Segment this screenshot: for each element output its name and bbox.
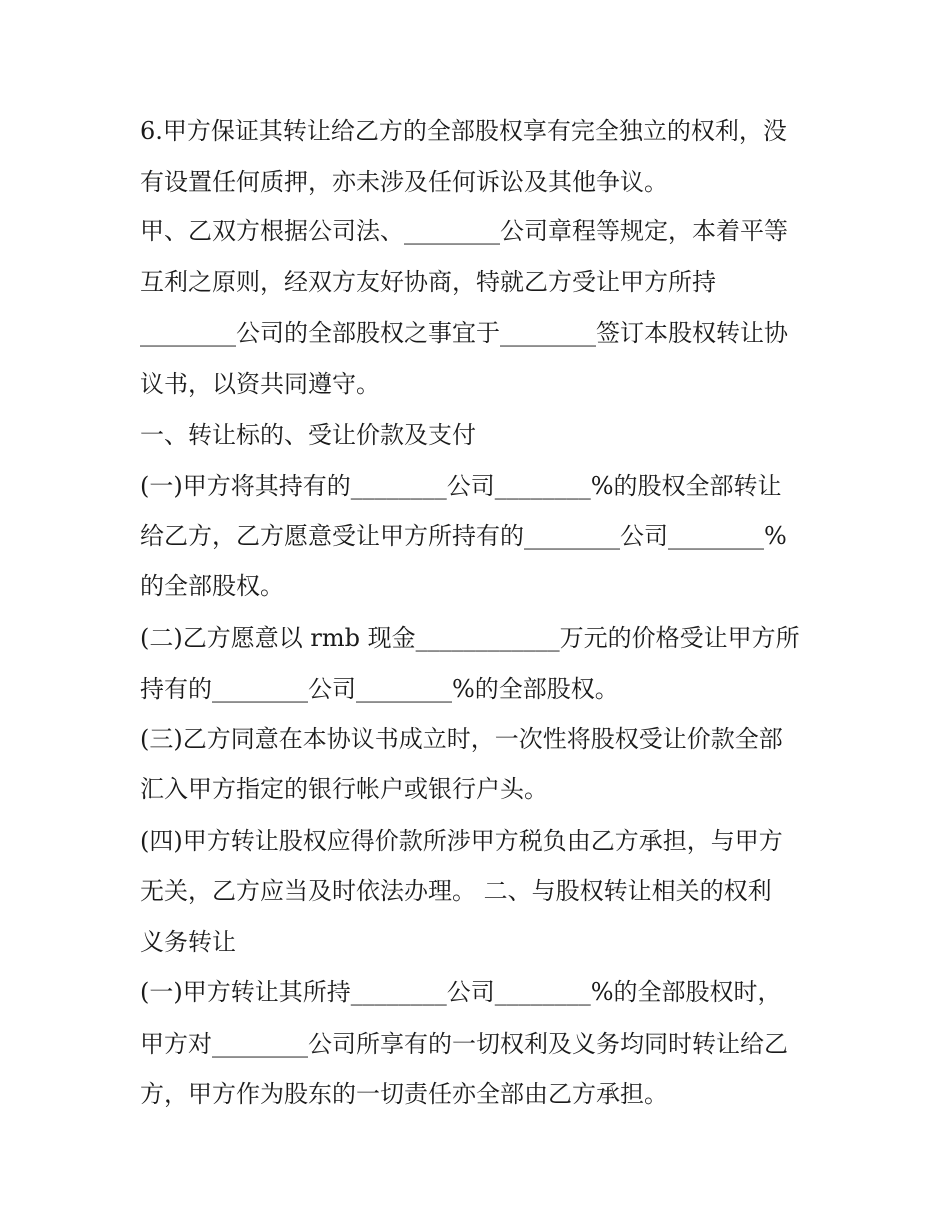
paragraph-line: 持有的________公司________%的全部股权。 bbox=[140, 675, 619, 703]
paragraph-line: 议书，以资共同遵守。 bbox=[140, 370, 380, 398]
section-heading: 一、转让标的、受让价款及支付 bbox=[140, 421, 476, 449]
paragraph-line: (一)甲方转让其所持________公司________%的全部股权时， bbox=[140, 978, 782, 1006]
paragraph-line: (二)乙方愿意以 rmb 现金____________万元的价格受让甲方所 bbox=[140, 624, 800, 652]
paragraph-line: 义务转让 bbox=[140, 928, 236, 956]
paragraph-line: 互利之原则，经双方友好协商，特就乙方受让甲方所持 bbox=[140, 268, 716, 296]
paragraph-line: 6.甲方保证其转让给乙方的全部股权享有完全独立的权利，没 bbox=[140, 117, 787, 145]
paragraph-line: (四)甲方转让股权应得价款所涉甲方税负由乙方承担，与甲方 bbox=[140, 827, 783, 855]
paragraph-line: 方，甲方作为股东的一切责任亦全部由乙方承担。 bbox=[140, 1080, 668, 1108]
paragraph-line: 甲、乙双方根据公司法、________公司章程等规定，本着平等 bbox=[140, 217, 788, 245]
paragraph-line: 汇入甲方指定的银行帐户或银行户头。 bbox=[140, 775, 548, 803]
paragraph-line: 无关，乙方应当及时依法办理。 二、与股权转让相关的权利 bbox=[140, 877, 772, 905]
paragraph-line: 的全部股权。 bbox=[140, 572, 284, 600]
paragraph-line: (三)乙方同意在本协议书成立时，一次性将股权受让价款全部 bbox=[140, 725, 783, 753]
paragraph-line: 给乙方，乙方愿意受让甲方所持有的________公司________% bbox=[140, 522, 787, 550]
paragraph-line: ________公司的全部股权之事宜于________签订本股权转让协 bbox=[140, 319, 788, 347]
paragraph-line: (一)甲方将其持有的________公司________%的股权全部转让 bbox=[140, 472, 782, 500]
paragraph-line: 有设置任何质押，亦未涉及任何诉讼及其他争议。 bbox=[140, 168, 668, 196]
paragraph-line: 甲方对________公司所享有的一切权利及义务均同时转让给乙 bbox=[140, 1030, 788, 1058]
